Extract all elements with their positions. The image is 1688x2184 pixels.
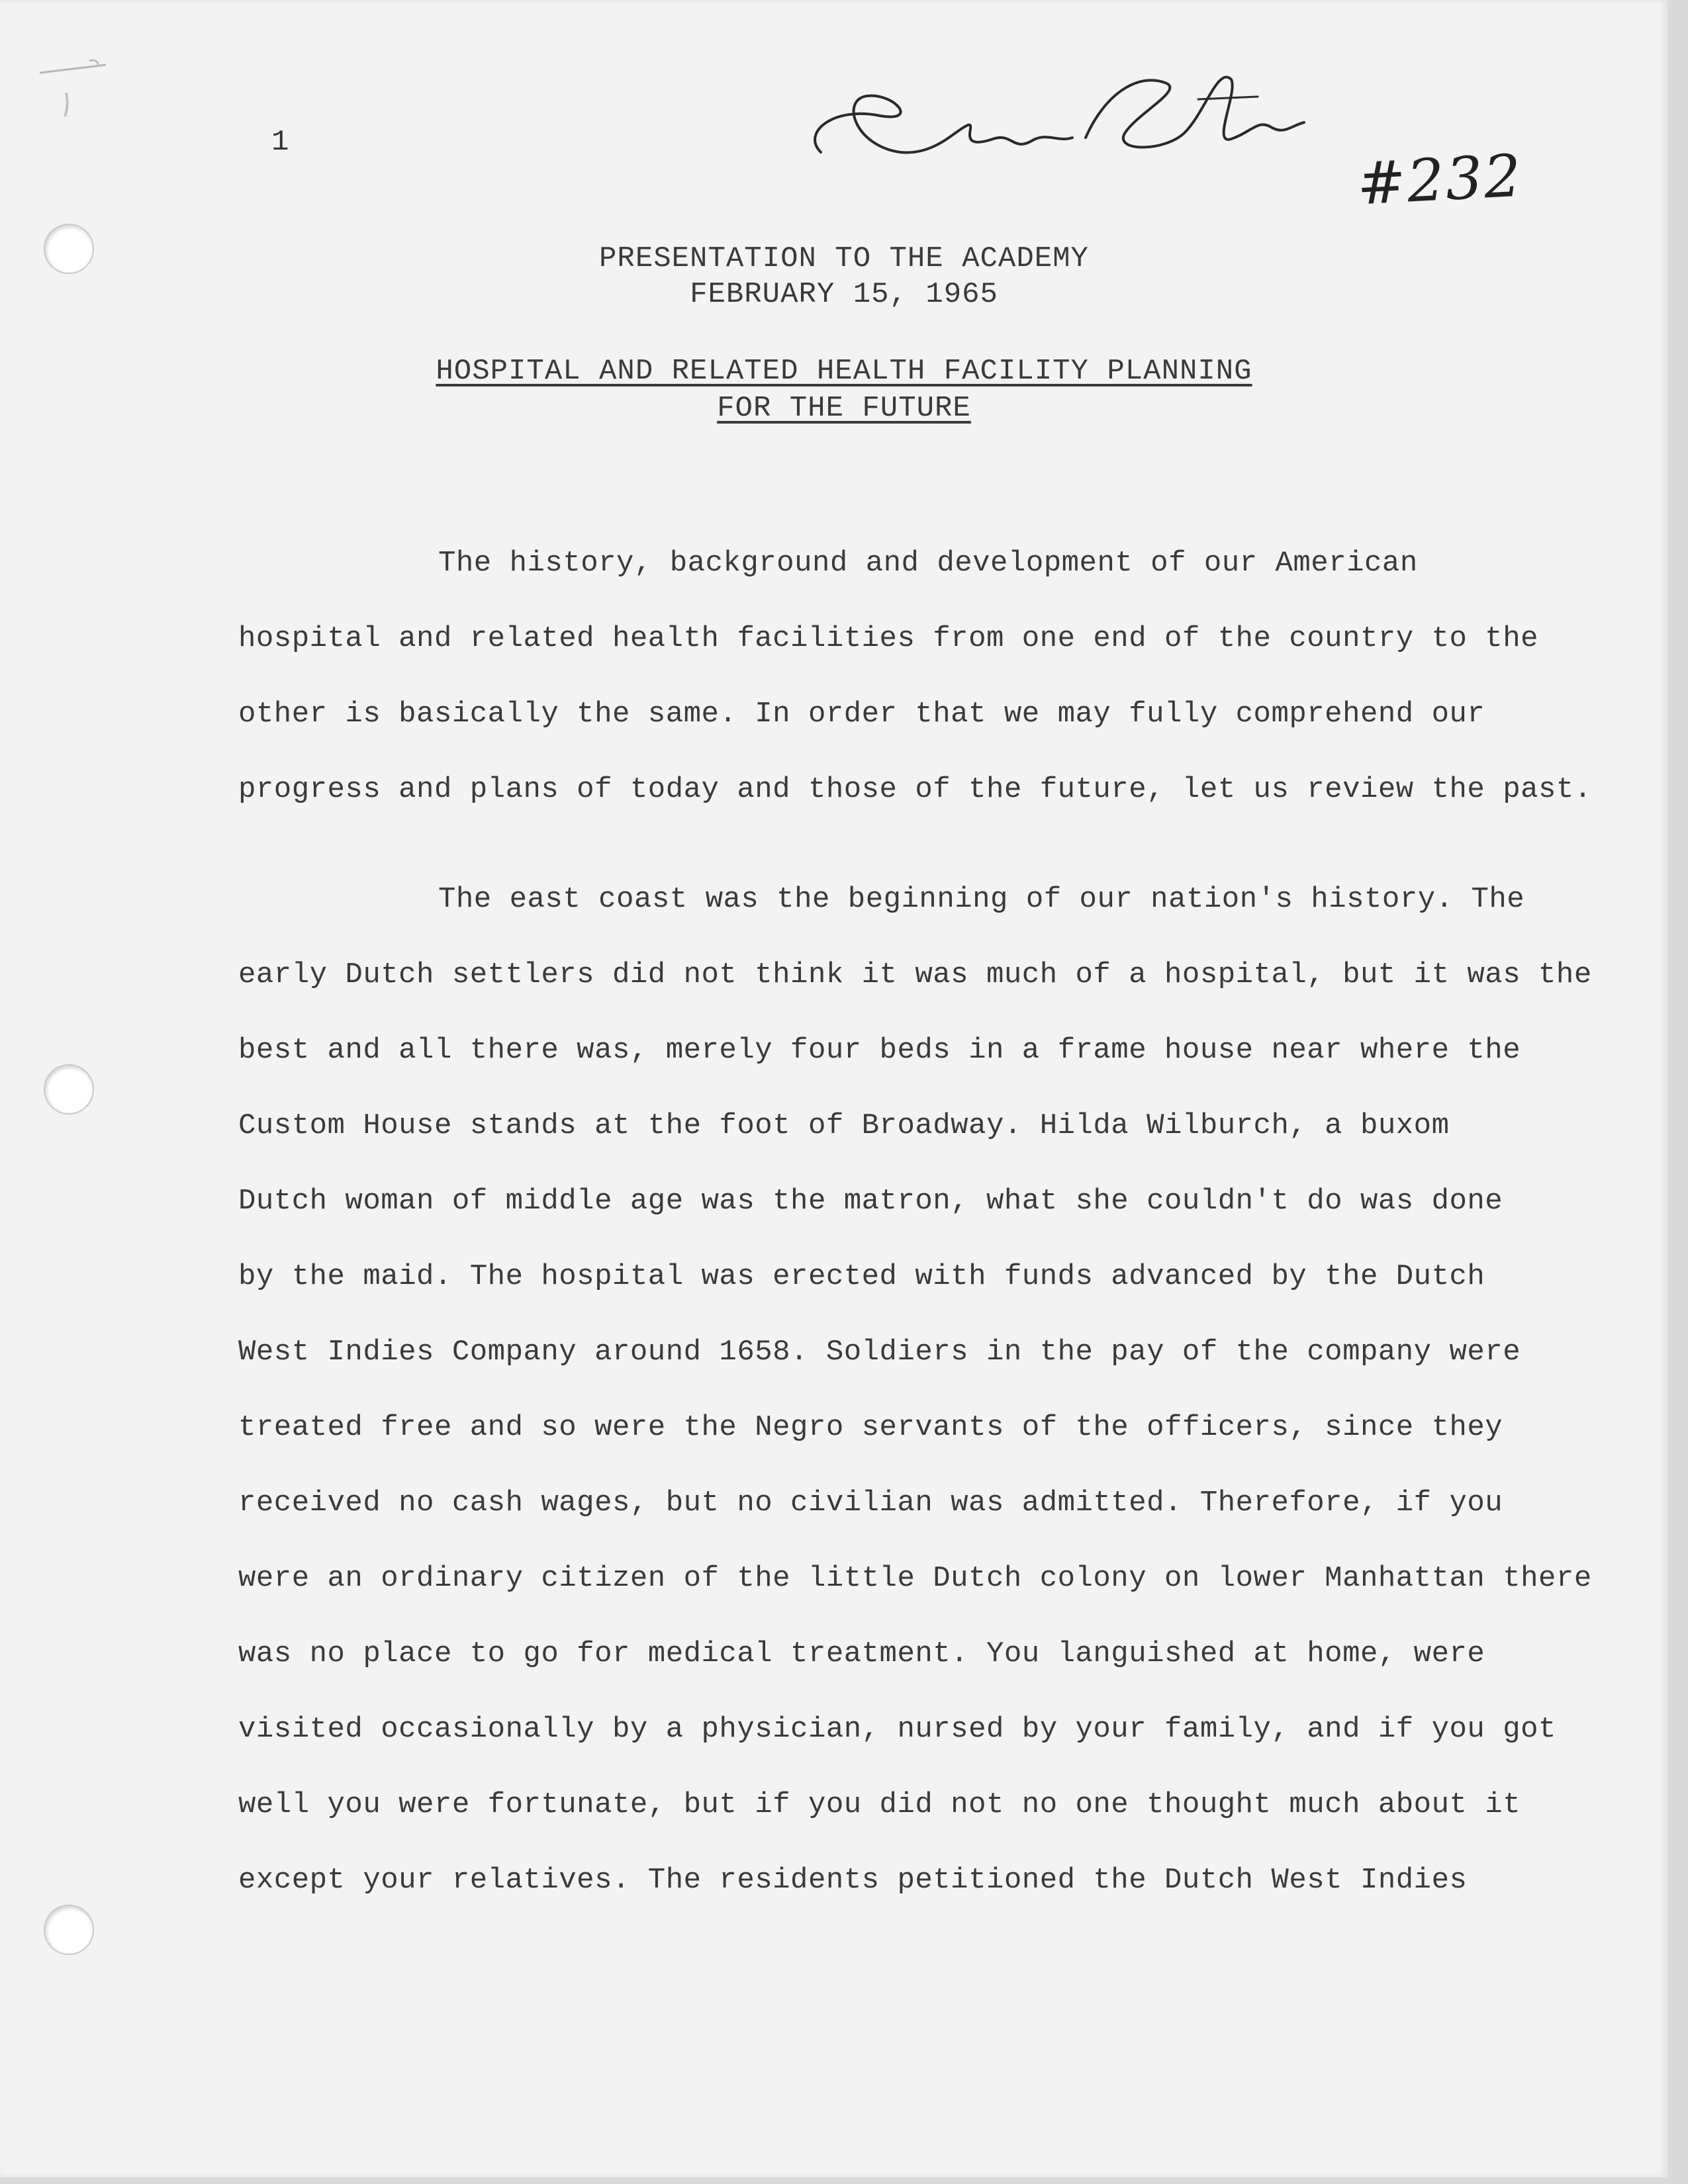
page-number: 1 [271,126,289,159]
paragraph-2-line: Custom House stands at the foot of Broadway. Hilda Wilburch, a buxom [238,1109,1450,1142]
paragraph-2-line: except your relatives. The residents petitioned the Dutch West Indies [238,1864,1468,1897]
presentation-heading: PRESENTATION TO THE ACADEMY [599,242,1089,275]
punch-hole [44,1064,94,1115]
paragraph-2-line: visited occasionally by a physician, nursed by your family, and if you got [238,1713,1556,1746]
handwritten-document-number: #232 [1355,141,1524,218]
paragraph-2-line: best and all there was, merely four beds in a frame house near where the [238,1034,1521,1067]
document-title-continued: FOR THE FUTURE [717,392,971,425]
paragraph-2-line: was no place to go for medical treatment. You languished at home, were [238,1637,1485,1670]
paragraph-2-line: were an ordinary citizen of the little Dutch colony on lower Manhattan there [238,1562,1592,1595]
paragraph-1-line: hospital and related health facilities from one end of the country to the [238,622,1539,655]
paragraph-2-line: Dutch woman of middle age was the matron, what she couldn't do was done [238,1185,1503,1218]
paragraph-2-line: received no cash wages, but no civilian was admitted. Therefore, if you [238,1486,1503,1520]
paragraph-1-line: The history, background and development of our American [438,547,1418,580]
paragraph-1-line: progress and plans of today and those of the future, let us review the past. [238,773,1592,806]
handwritten-signature [794,53,1324,192]
paragraph-1-line: other is basically the same. In order that we may fully comprehend our [238,698,1485,731]
document-title: HOSPITAL AND RELATED HEALTH FACILITY PLANNING [436,355,1252,388]
paragraph-2-line: by the maid. The hospital was erected with funds advanced by the Dutch [238,1260,1485,1293]
paragraph-2-line: West Indies Company around 1658. Soldiers in the pay of the company were [238,1336,1521,1369]
pencil-mark [26,53,126,126]
paragraph-2-line: early Dutch settlers did not think it was much of a hospital, but it was the [238,958,1592,991]
paragraph-2-line: well you were fortunate, but if you did not no one thought much about it [238,1788,1521,1821]
paragraph-2-line: treated free and so were the Negro servants of the officers, since they [238,1411,1503,1444]
presentation-date: FEBRUARY 15, 1965 [690,278,998,311]
punch-hole [44,1905,94,1955]
paragraph-2-line: The east coast was the beginning of our nation's history. The [438,883,1525,916]
